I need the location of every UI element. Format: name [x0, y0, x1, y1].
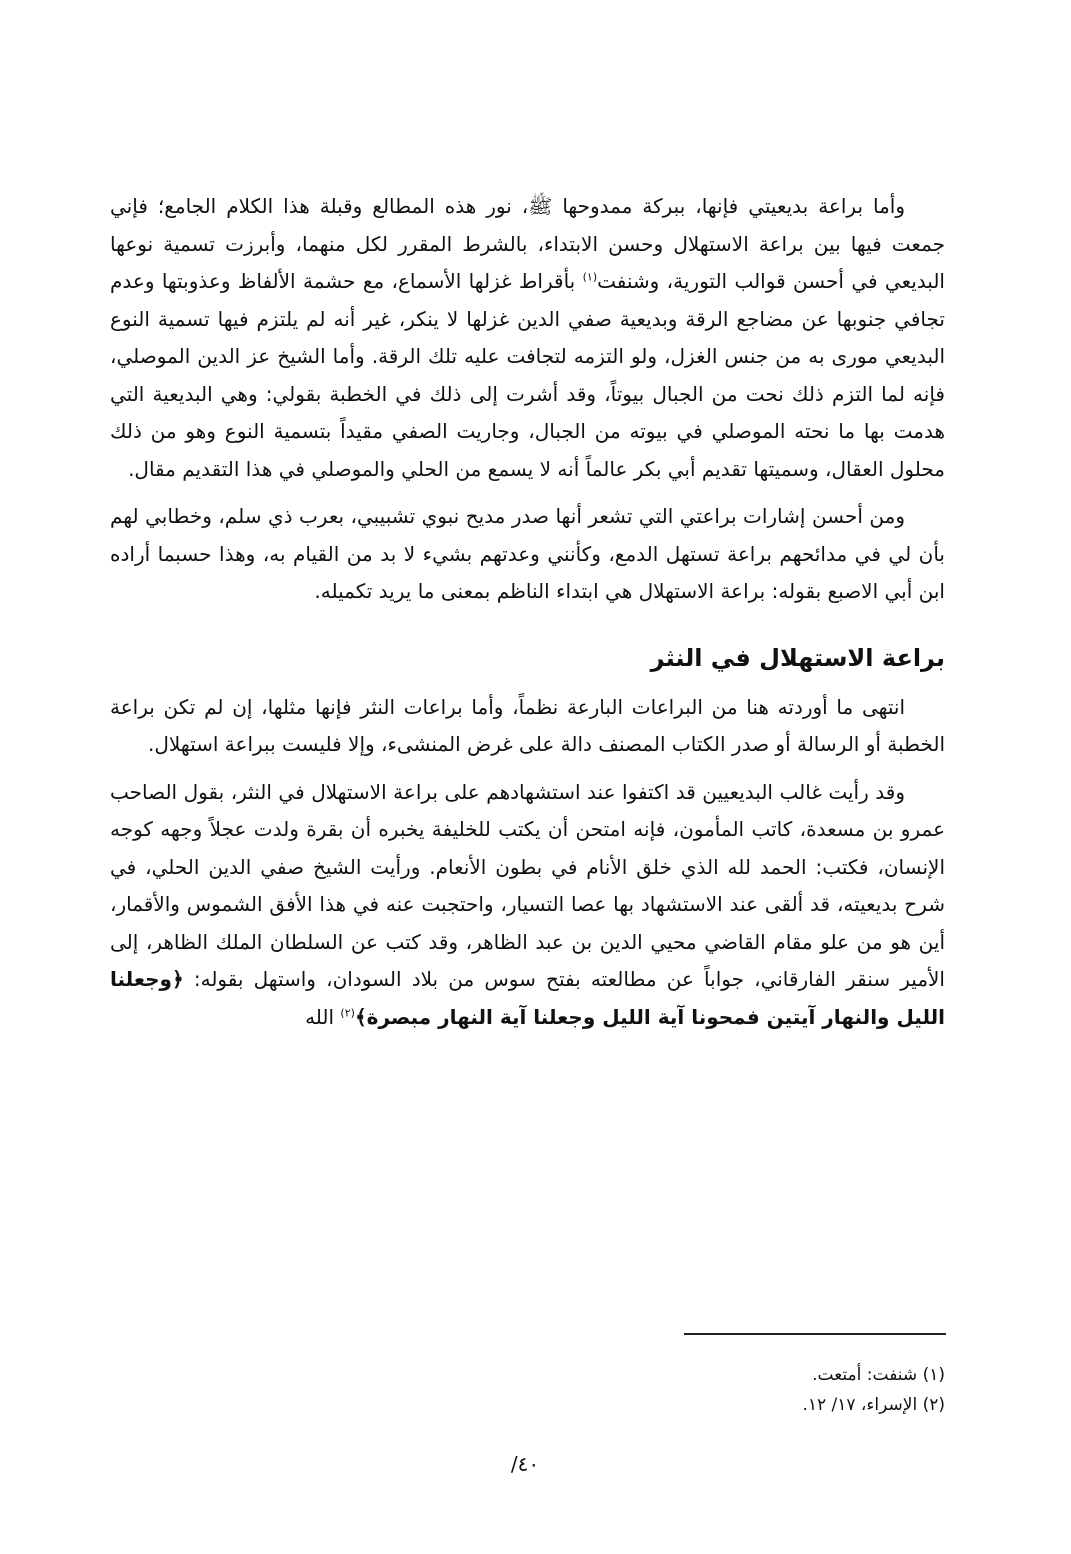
- page-body: [110, 188, 945, 1036]
- page-number: ٤٠/: [510, 1452, 540, 1476]
- footnotes: [600, 1360, 945, 1420]
- paragraph-text-continued: بأقراط غزلها الأسماع، مع حشمة الألفاظ وعذوبتها وعدم تجافي جنوبها عن مضاجع الرقة وبديعية صفي الدين غزلها لا ينكر، غير أنه لم يلتزم فيها تسمية النوع البديعي مورى به من جنس الغزل، ولو التزمه لتجافت عليه تلك الرقة. وأما الشيخ عز الدين الموصلي، فإنه لما التزم ذلك نحت من الجبال بيوتاً، وقد أشرت إلى ذلك في الخطبة بقولي: وهي البديعية التي هدمت بها ما نحته الموصلي في بيوته من الجبال، وجاريت الصفي مقيداً بتسمية النوع وهو من ذلك محلول العقال، وسميتها تقديم أبي بكر عالماً أنه لا يسمع من الحلي والموصلي في هذا التقديم مقال.: [110, 269, 945, 481]
- paragraph-nathr: انتهى ما أوردته هنا من البراعات البارعة نظماً، وأما براعات النثر فإنها مثلها، إن لم تكن براعة الخطبة أو الرسالة أو صدر الكتاب المصنف دالة على غرض المنشىء، وإلا فليست ببراعة استهلال.: [110, 694, 945, 756]
- paragraph-text-continued: الله: [305, 1004, 341, 1029]
- section-heading: براعة الاستهلال في النثر: [650, 643, 945, 672]
- footnote-divider: [684, 1333, 946, 1335]
- paragraph-text: وقد رأيت غالب البديعيين قد اكتفوا عند استشهادهم على براعة الاستهلال في النثر، بقول الصاحب عمرو بن مسعدة، كاتب المأمون، فإنه امتحن أن يكتب للخليفة يخبره أن بقرة ولدت عجلاً وجهه كوجه الإنسان، فكتب: الحمد لله الذي خلق الأنام في بطون الأنعام. ورأيت الشيخ صفي الدين الحلي، في شرح بديعيته، قد ألقى عند الاستشهاد بها عصا التسيار، واحتجبت عنه في هذا الأفق الشموس والأقمار، أين هو من علو مقام القاضي محيي الدين بن عبد الظاهر، وقد كتب عن السلطان الملك الظاهر، إلى الأمير سنقر الفارقاني، جواباً عن مطالعته بفتح سوس من بلاد السودان، واستهل بقوله:: [110, 779, 945, 991]
- paragraph-istishhad: [110, 774, 945, 1037]
- footnote-ref-1[interactable]: (١): [582, 270, 598, 284]
- paragraph-isharat: ومن أحسن إشارات براعتي التي تشعر أنها صدر مديح نبوي تشبيبي، بعرب ذي سلم، وخطابي لهم بأن لي في مدائحهم براعة تستهل الدمع، وكأنني وعدتهم بشيء لا بد من القيام به، وهذا حسبما أراده ابن أبي الاصبع بقوله: براعة الاستهلال هي ابتداء الناظم بمعنى ما يريد تكميله.: [110, 504, 945, 603]
- footnote-ref-2[interactable]: (٢): [340, 1005, 355, 1019]
- footnote-2: (٢) الإسراء، ١٧/ ١٢.: [802, 1395, 945, 1415]
- quran-quote: ﴿وجعلنا الليل والنهار آيتين فمحونا آية الليل وجعلنا آية النهار مبصرة﴾: [110, 967, 945, 1029]
- footnote-1: (١) شنفت: أمتعت.: [812, 1365, 945, 1385]
- paragraph-badiiyya: [110, 188, 945, 488]
- paragraph-text: وأما براعة بديعيتي فإنها، ببركة ممدوحها ﷺ، نور هذه المطالع وقبلة هذا الكلام الجامع؛ فإني جمعت فيها بين براعة الاستهلال وحسن الابتداء، بالشرط المقرر لكل منهما، وأبرزت تسمية نوعها البديعي في أحسن قوالب التورية، وشنفت: [110, 194, 945, 293]
